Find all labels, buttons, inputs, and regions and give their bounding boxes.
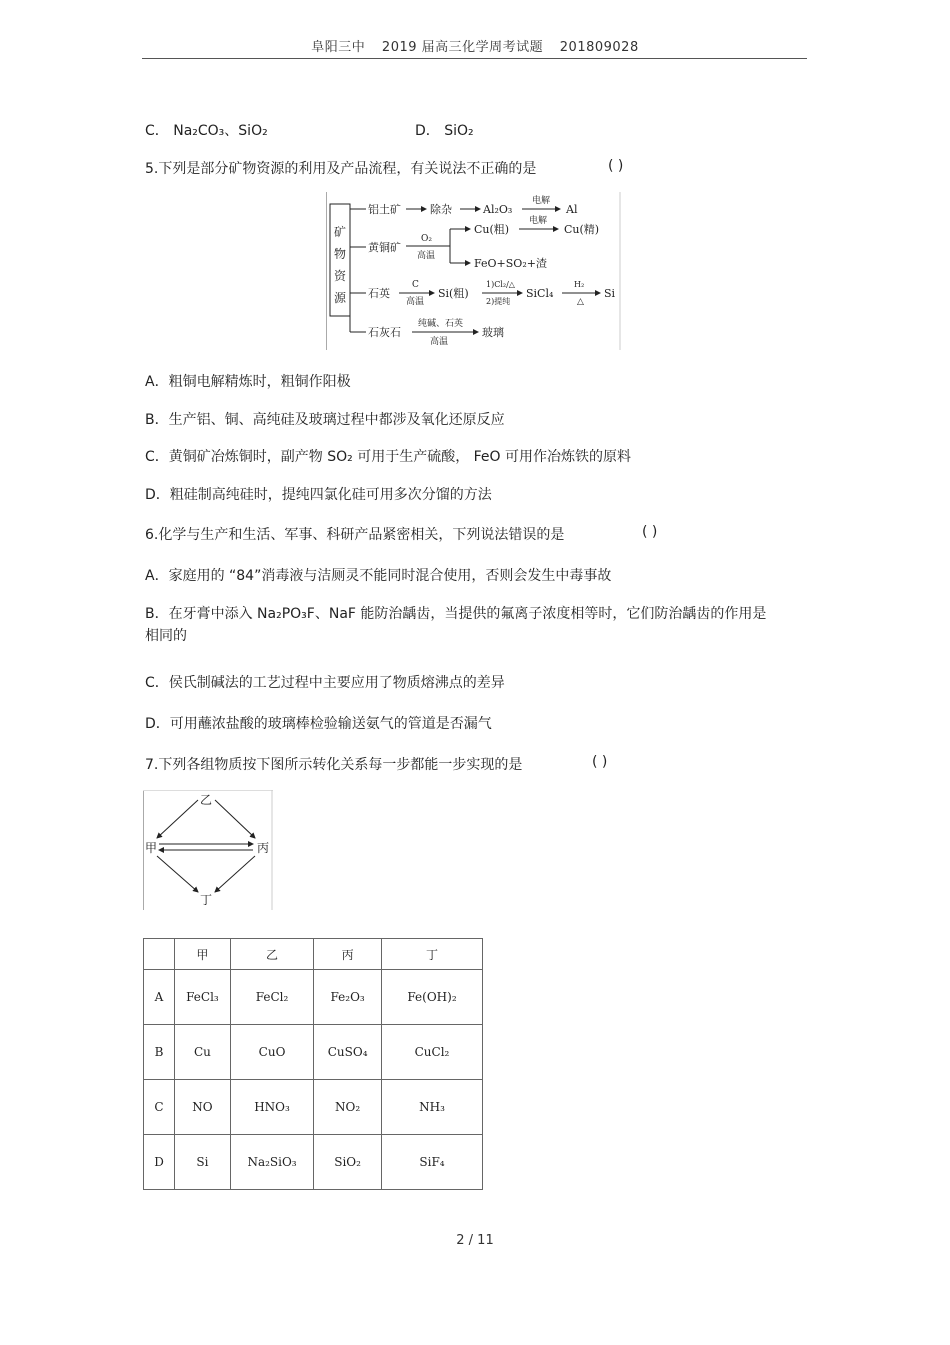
q5-stem: 5.下列是部分矿物资源的利用及产品流程，有关说法不正确的是 [145, 161, 537, 177]
row3-cond-top: C [412, 280, 419, 290]
table-cell: CuO [230, 1025, 313, 1080]
table-cell: NO [175, 1080, 231, 1135]
table-cell: FeCl₂ [230, 970, 313, 1025]
table-header-cell: 丙 [314, 939, 382, 970]
row2-cond-top: O₂ [421, 234, 432, 244]
table-cell: SiF₄ [382, 1135, 483, 1190]
page-header [0, 36, 950, 55]
table-header-cell: 丁 [382, 939, 483, 970]
row4-end: 玻璃 [482, 326, 504, 339]
row1-start: 铝土矿 [368, 203, 401, 216]
table-cell: HNO₃ [230, 1080, 313, 1135]
table-header-row [144, 939, 483, 970]
q6-option-c: C．侯氏制碱法的工艺过程中主要应用了物质熔沸点的差异 [145, 675, 505, 691]
table-cell: Fe₂O₃ [314, 970, 382, 1025]
q7-conversion-diagram [143, 790, 273, 910]
table-cell: CuSO₄ [314, 1025, 382, 1080]
row3-cond-bottom: 高温 [406, 297, 425, 307]
table-row [144, 970, 483, 1025]
node-left: 甲 [145, 841, 158, 855]
q6-option-a: A．家庭用的 “84”消毒液与洁厕灵不能同时混合使用，否则会发生中毒事故 [145, 568, 612, 584]
node-bottom: 丁 [200, 893, 213, 907]
table-header-cell: 乙 [230, 939, 313, 970]
q4-option-d: D． SiO₂ [415, 123, 474, 139]
table-row [144, 1080, 483, 1135]
side-label-4: 源 [334, 291, 347, 305]
row2-cond-bottom: 高温 [417, 251, 436, 261]
q6-stem: 6.化学与生产和生活、军事、科研产品紧密相关，下列说法错误的是 [145, 527, 565, 543]
q7-options-table [143, 938, 483, 1190]
q4-option-c: C． Na₂CO₃、SiO₂ [145, 123, 268, 139]
row1-cond: 电解 [532, 196, 551, 206]
table-cell: Na₂SiO₃ [230, 1135, 313, 1190]
row2-cond2: 电解 [529, 216, 548, 226]
row3-start: 石英 [368, 287, 390, 300]
table-cell: NO₂ [314, 1080, 382, 1135]
row3-cond3-bottom: △ [577, 297, 584, 307]
table-header-cell [144, 939, 175, 970]
table-cell: B [144, 1025, 175, 1080]
row1-mid: Al₂O₃ [483, 203, 513, 216]
table-cell: FeCl₃ [175, 970, 231, 1025]
side-label-3: 资 [334, 269, 347, 283]
row2-start: 黄铜矿 [368, 241, 401, 254]
row3-cond2-bottom: 2)提纯 [486, 297, 511, 306]
table-cell: SiO₂ [314, 1135, 382, 1190]
table-cell: A [144, 970, 175, 1025]
row4-start: 石灰石 [368, 326, 401, 339]
q6-option-d: D．可用蘸浓盐酸的玻璃棒检验输送氨气的管道是否漏气 [145, 716, 492, 732]
side-label-2: 物 [334, 247, 347, 261]
q5-option-a: A．粗铜电解精炼时，粗铜作阳极 [145, 374, 351, 390]
q5-flow-diagram [326, 192, 622, 350]
row4-cond-top: 纯碱、石英 [418, 319, 464, 329]
table-cell: CuCl₂ [382, 1025, 483, 1080]
row3-cond2-top: 1)Cl₂/△ [486, 280, 515, 289]
q6-answer-paren: ( ) [642, 524, 658, 540]
q5-option-c: C．黄铜矿冶炼铜时，副产物 SO₂ 可用于生产硫酸， FeO 可用作冶炼铁的原料 [145, 449, 632, 465]
row3-mid2: SiCl₄ [526, 287, 554, 300]
q6-option-b: B．在牙膏中添入 Na₂PO₃F、NaF 能防治龋齿，当提供的氟离子浓度相等时，它们防治龋齿的作用是相同的 [145, 606, 767, 644]
q7-answer-paren: ( ) [592, 754, 608, 770]
table-row [144, 1135, 483, 1190]
table-cell: Fe(OH)₂ [382, 970, 483, 1025]
q5-option-d: D．粗硅制高纯硅时，提纯四氯化硅可用多次分馏的方法 [145, 487, 492, 503]
node-right: 丙 [257, 841, 270, 855]
row3-end: Si [604, 287, 616, 300]
row3-cond3-top: H₂ [574, 280, 585, 289]
table-cell: Si [175, 1135, 231, 1190]
table-cell: Cu [175, 1025, 231, 1080]
row1-end: Al [566, 203, 578, 216]
page-number: 2 / 11 [456, 1233, 494, 1248]
row4-cond-bottom: 高温 [430, 337, 449, 347]
q5-option-b: B．生产铝、铜、高纯硅及玻璃过程中都涉及氧化还原反应 [145, 412, 505, 428]
row1-step1: 除杂 [430, 203, 452, 216]
q7-stem: 7.下列各组物质按下图所示转化关系每一步都能一步实现的是 [145, 757, 523, 773]
table-row [144, 1025, 483, 1080]
row2-branch1: Cu(粗) [474, 223, 510, 236]
header-code: 201809028 [559, 40, 639, 55]
header-title: 2019 届高三化学周考试题 [381, 40, 544, 55]
table-cell: D [144, 1135, 175, 1190]
table-cell: C [144, 1080, 175, 1135]
header-divider [142, 58, 807, 59]
table-cell: NH₃ [382, 1080, 483, 1135]
row2-branch2: FeO+SO₂+渣 [474, 257, 547, 270]
row2-branch1-end: Cu(精) [564, 223, 600, 236]
row3-mid: Si(粗) [438, 287, 469, 300]
table-header-cell: 甲 [175, 939, 231, 970]
node-top: 乙 [200, 793, 213, 807]
header-school: 阜阳三中 [311, 40, 366, 55]
side-label-1: 矿 [334, 225, 347, 239]
q5-answer-paren: ( ) [608, 158, 624, 174]
